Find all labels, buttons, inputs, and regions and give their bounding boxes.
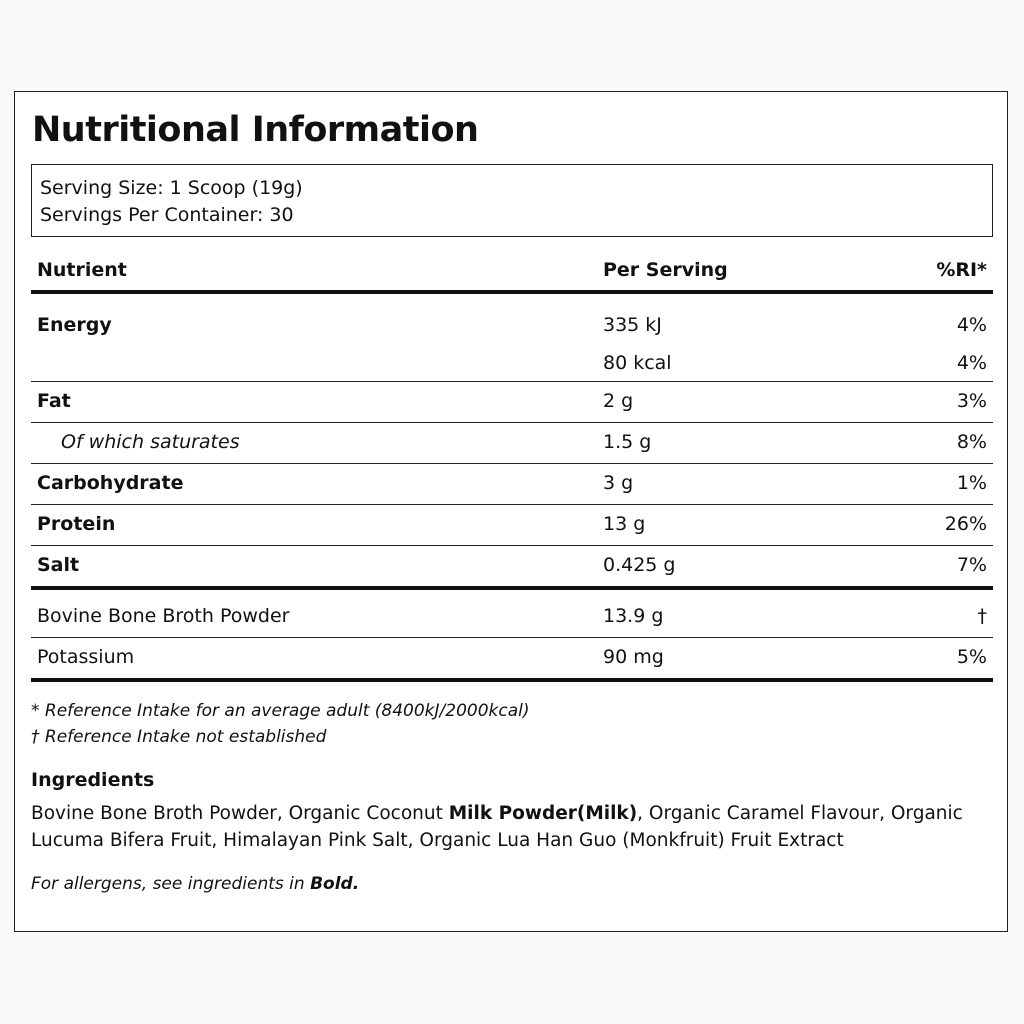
page-title: Nutritional Information	[32, 110, 479, 150]
allergen-note	[31, 874, 359, 894]
table-row	[31, 464, 993, 505]
table-row	[31, 423, 993, 464]
header-per-serving: Per Serving	[603, 259, 728, 281]
ingredients-part-2: , Organic Caramel Flavour, Organic Lucuma Bifera Fruit, Himalayan Pink Salt, Organic Lua Han Guo (Monkfruit) Fruit Extract	[31, 803, 963, 851]
nutrient-name: Bovine Bone Broth Powder	[37, 605, 290, 627]
ri-value: 3%	[956, 390, 987, 412]
ingredients-text	[31, 800, 995, 854]
nutrition-panel	[14, 91, 1008, 932]
per-serving-value: 0.425 g	[603, 554, 676, 576]
table-row	[31, 382, 993, 423]
nutrient-name: Fat	[37, 390, 71, 412]
ri-value: 8%	[956, 431, 987, 453]
table-row	[31, 505, 993, 546]
nutrient-name: Of which saturates	[61, 431, 240, 453]
ri-value: 4%	[956, 314, 987, 336]
nutrient-name: Potassium	[37, 646, 135, 668]
nutrient-name: Energy	[37, 314, 112, 336]
footnotes	[31, 698, 530, 750]
allergen-text: For allergens, see ingredients in	[31, 874, 311, 894]
ingredients-allergen: Milk Powder(Milk)	[448, 803, 638, 824]
per-serving-value: 2 g	[603, 390, 634, 412]
ri-value: †	[977, 605, 987, 627]
nutrition-table	[31, 247, 993, 682]
ri-footnote: * Reference Intake for an average adult (8400kJ/2000kcal)	[31, 701, 530, 721]
table-row	[31, 638, 993, 682]
header-nutrient: Nutrient	[37, 259, 127, 281]
per-serving-value: 80 kcal	[603, 352, 672, 374]
header-ri: %RI*	[936, 259, 987, 281]
dagger-footnote: † Reference Intake not established	[31, 727, 327, 747]
ri-value: 4%	[956, 352, 987, 374]
ingredients-part-1: Bovine Bone Broth Powder, Organic Coconut	[31, 803, 449, 824]
nutrient-name: Protein	[37, 513, 116, 535]
per-serving-value: 13.9 g	[603, 605, 664, 627]
ingredients-title: Ingredients	[31, 769, 155, 791]
table-row	[31, 546, 993, 590]
per-serving-value: 13 g	[603, 513, 646, 535]
per-serving-value: 335 kJ	[603, 314, 662, 336]
table-row	[31, 294, 993, 345]
table-row	[31, 345, 993, 382]
nutrient-name: Carbohydrate	[37, 472, 184, 494]
table-header	[31, 247, 993, 294]
nutrient-name: Salt	[37, 554, 80, 576]
servings-per-container: Servings Per Container: 30	[40, 204, 294, 226]
ri-value: 7%	[956, 554, 987, 576]
per-serving-value: 3 g	[603, 472, 634, 494]
serving-size: Serving Size: 1 Scoop (19g)	[40, 177, 303, 199]
per-serving-value: 1.5 g	[603, 431, 652, 453]
allergen-bold: Bold.	[310, 874, 360, 894]
ri-value: 26%	[944, 513, 987, 535]
ri-value: 1%	[956, 472, 987, 494]
per-serving-value: 90 mg	[603, 646, 664, 668]
serving-info-box	[31, 164, 993, 237]
table-row	[31, 590, 993, 638]
ri-value: 5%	[956, 646, 987, 668]
